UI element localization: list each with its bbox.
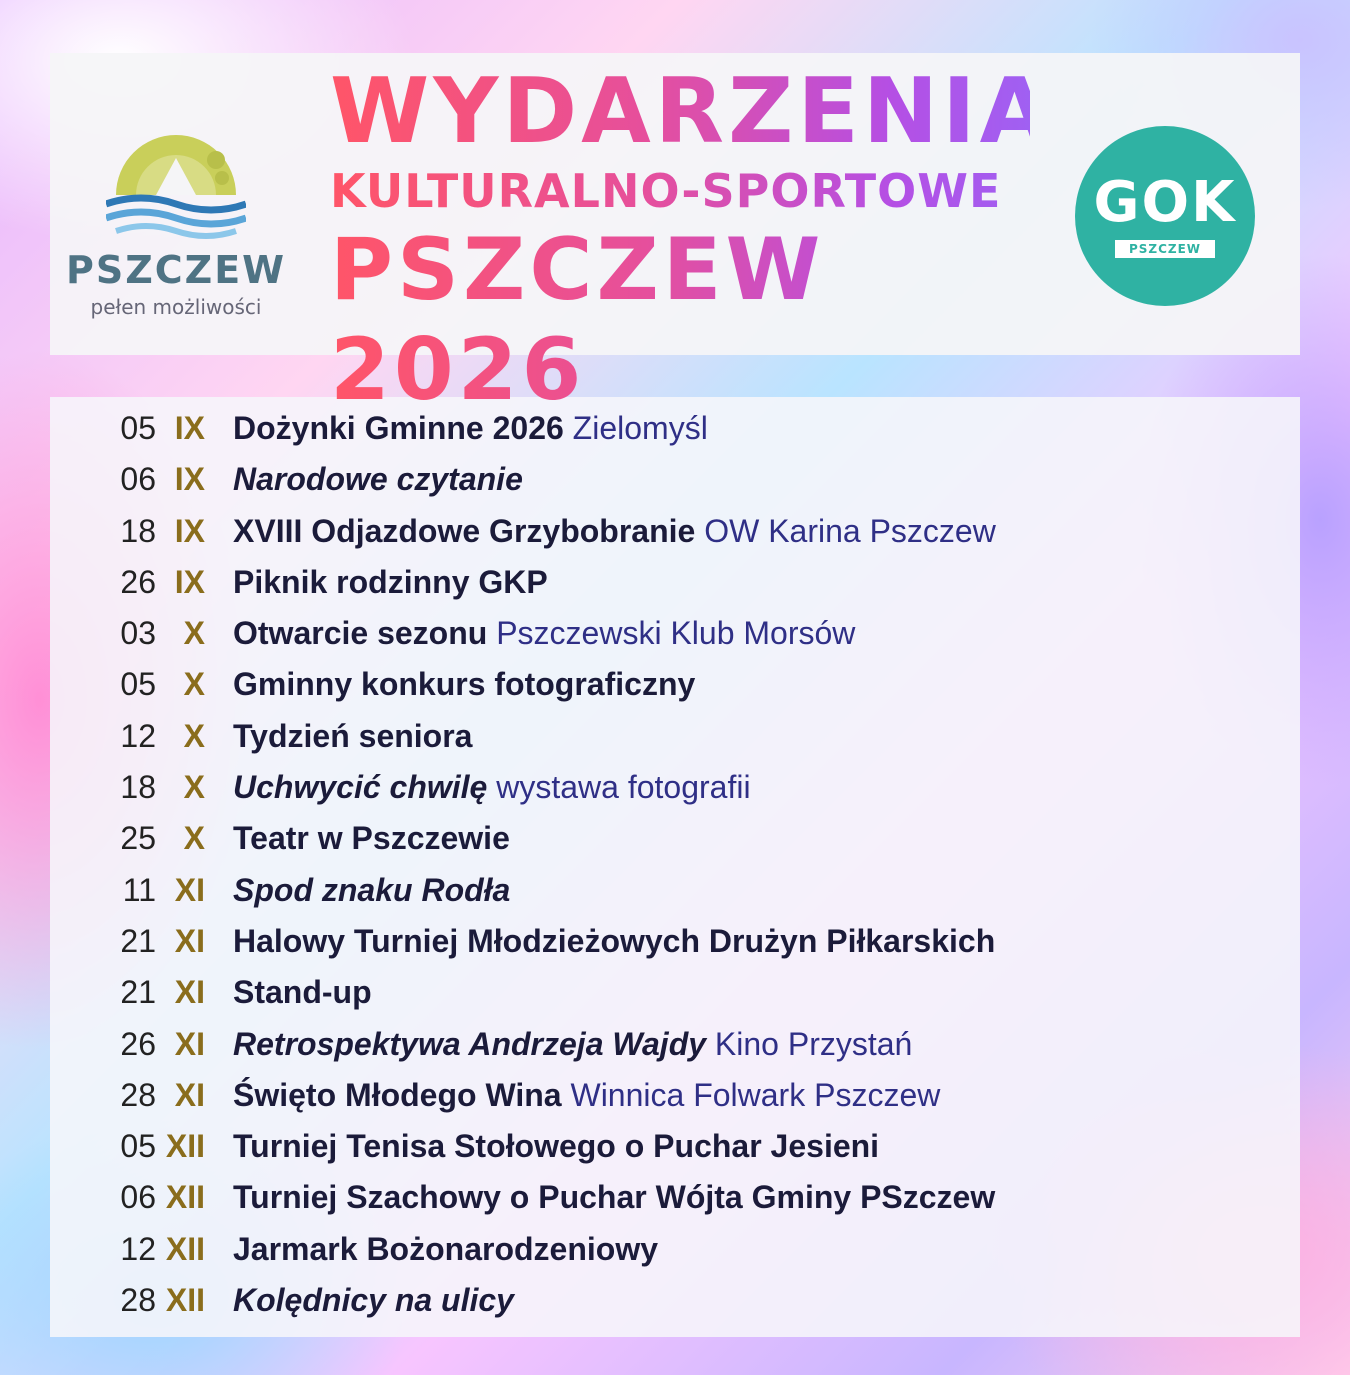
event-month: XII <box>165 1282 205 1319</box>
pszczew-tagline: pełen możliwości <box>90 295 262 319</box>
event-text <box>233 1179 995 1216</box>
event-day: 12 <box>120 717 156 754</box>
event-day: 05 <box>120 666 156 703</box>
event-name: Turniej Tenisa Stołowego o Puchar Jesieni <box>233 1128 880 1165</box>
event-row <box>0 815 1350 866</box>
gok-wordmark: GOK <box>1093 170 1237 235</box>
event-row <box>0 610 1350 661</box>
event-place: Winnica Folwark Pszczew <box>561 1076 941 1113</box>
title-line-3: PSZCZEW 2026 <box>330 220 825 420</box>
title-line-1: WYDARZENIA <box>330 59 1054 164</box>
event-day: 28 <box>120 1282 156 1319</box>
pszczew-wordmark: PSZCZEW <box>66 248 287 292</box>
event-day: 12 <box>120 1230 156 1267</box>
event-month: XI <box>174 1025 205 1062</box>
event-day: 21 <box>120 974 156 1011</box>
event-text <box>233 769 751 806</box>
event-row <box>0 1226 1350 1277</box>
event-day: 03 <box>120 615 156 652</box>
event-row <box>0 661 1350 712</box>
event-name: Stand-up <box>233 974 372 1011</box>
event-name: Teatr w Pszczewie <box>233 820 510 857</box>
event-row <box>0 405 1350 456</box>
title-line-2: KULTURALNO-SPORTOWE <box>330 164 1002 218</box>
event-month: X <box>183 717 205 754</box>
event-name: Jarmark Bożonarodzeniowy <box>233 1230 658 1267</box>
event-day: 25 <box>120 820 156 857</box>
event-row <box>0 1021 1350 1072</box>
event-name: Narodowe czytanie <box>233 461 523 498</box>
event-text <box>233 1077 940 1114</box>
event-row <box>0 764 1350 815</box>
event-month: IX <box>174 563 205 600</box>
event-name: Dożynki Gminne 2026 <box>233 410 564 446</box>
event-month: XII <box>165 1230 205 1267</box>
event-row <box>0 1174 1350 1225</box>
event-month: XII <box>165 1128 205 1165</box>
event-text <box>233 564 548 601</box>
event-text <box>233 923 995 960</box>
event-day: 06 <box>120 1179 156 1216</box>
event-name: Uchwycić chwilę <box>233 769 488 806</box>
event-name: Spod znaku Rodła <box>233 871 511 908</box>
event-month: IX <box>174 512 205 549</box>
event-place: Pszczewski Klub Morsów <box>487 615 856 652</box>
event-day: 11 <box>122 871 156 908</box>
event-text <box>233 1282 514 1319</box>
event-text <box>233 461 523 498</box>
event-month: X <box>183 769 205 806</box>
event-day: 05 <box>120 1128 156 1165</box>
event-place: wystawa fotografii <box>487 769 751 806</box>
event-text <box>233 974 372 1011</box>
event-month: IX <box>174 461 205 498</box>
event-day: 06 <box>120 461 156 498</box>
event-text <box>233 513 996 550</box>
event-text <box>233 666 695 703</box>
event-day: 21 <box>120 922 156 959</box>
page-title <box>330 59 1054 420</box>
event-month: XI <box>174 974 205 1011</box>
event-row <box>0 713 1350 764</box>
event-name: Tydzień seniora <box>233 717 473 754</box>
event-day: 28 <box>120 1076 156 1113</box>
event-row <box>0 1123 1350 1174</box>
event-row <box>0 918 1350 969</box>
event-day: 05 <box>120 410 156 446</box>
event-row <box>0 456 1350 507</box>
event-row <box>0 559 1350 610</box>
event-name: Kolędnicy na ulicy <box>233 1282 514 1319</box>
event-text <box>233 872 510 909</box>
event-month: X <box>183 666 205 703</box>
event-name: Gminny konkurs fotograficzny <box>233 666 696 703</box>
event-day: 18 <box>120 769 156 806</box>
event-text <box>233 410 708 447</box>
event-row <box>0 1072 1350 1123</box>
event-place: OW Karina Pszczew <box>695 512 996 549</box>
event-month: XI <box>174 922 205 959</box>
event-text <box>233 1231 658 1268</box>
event-row <box>0 508 1350 559</box>
event-month: X <box>183 820 205 857</box>
event-place: Zielomyśl <box>563 410 708 446</box>
event-day: 26 <box>120 563 156 600</box>
event-name: Halowy Turniej Młodzieżowych Drużyn Piłkarskich <box>233 922 996 959</box>
event-text <box>233 820 510 857</box>
event-name: Otwarcie sezonu <box>233 615 488 652</box>
event-place: Kino Przystań <box>706 1025 913 1062</box>
event-name: Święto Młodego Wina <box>233 1076 562 1113</box>
pszczew-emblem-icon <box>106 100 246 250</box>
event-day: 18 <box>120 512 156 549</box>
event-month: XI <box>174 871 205 908</box>
event-name: Piknik rodzinny GKP <box>233 563 548 600</box>
event-name: Retrospektywa Andrzeja Wajdy <box>233 1025 707 1062</box>
event-row <box>0 969 1350 1020</box>
event-text <box>233 718 472 755</box>
gok-subtitle: PSZCZEW <box>1115 240 1215 258</box>
event-month: IX <box>174 410 205 446</box>
events-list <box>0 405 1350 1328</box>
event-row <box>0 867 1350 918</box>
event-month: XII <box>165 1179 205 1216</box>
event-text <box>233 615 855 652</box>
event-day: 26 <box>120 1025 156 1062</box>
event-month: X <box>183 615 205 652</box>
event-month: XI <box>174 1076 205 1113</box>
gok-logo <box>1075 126 1255 306</box>
pszczew-logo <box>66 100 286 320</box>
event-name: Turniej Szachowy o Puchar Wójta Gminy PSzczew <box>233 1179 996 1216</box>
event-text <box>233 1128 879 1165</box>
event-row <box>0 1277 1350 1328</box>
event-name: XVIII Odjazdowe Grzybobranie <box>233 512 696 549</box>
event-text <box>233 1026 912 1063</box>
